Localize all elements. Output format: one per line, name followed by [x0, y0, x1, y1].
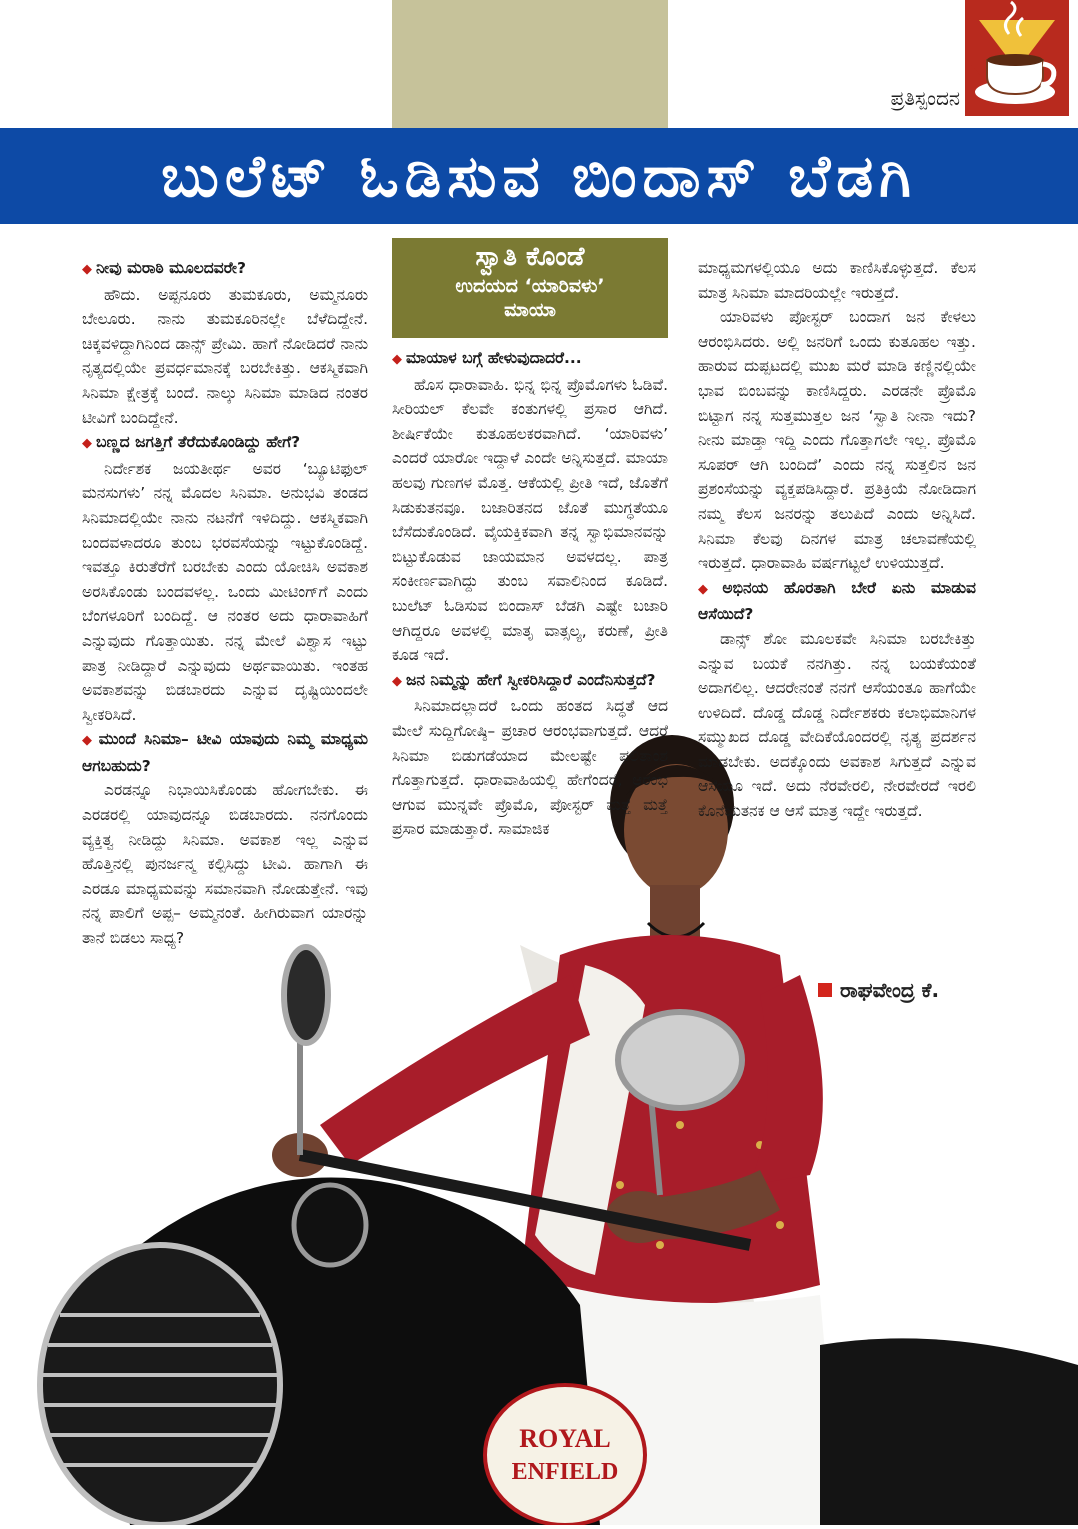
coffee-cup-logo — [965, 0, 1069, 116]
diamond-bullet-icon: ◆ — [82, 262, 92, 277]
question-4: ◆ ಮಾಯಾಳ ಬಗ್ಗೆ ಹೇಳುವುದಾದರೆ... — [392, 349, 582, 367]
author-name: ರಾಘವೇಂದ್ರ ಕೆ. — [840, 978, 940, 1002]
profile-character: ಮಾಯಾ — [504, 299, 556, 321]
profile-show: ಉದಯದ ‘ಯಾರಿವಳು’ — [455, 275, 605, 297]
question-6: ◆ ಅಭಿನಯ ಹೊರತಾಗಿ ಬೇರೆ ಏನು ಮಾಡುವ ಆಸೆಯಿದೆ? — [698, 578, 976, 624]
answer-5-continued: ಮಾಧ್ಯಮಗಳಲ್ಲಿಯೂ ಅದು ಕಾಣಿಸಿಕೊಳ್ಳುತ್ತದೆ. ಕೆಲಸ ಮಾತ್ರ ಸಿನಿಮಾ ಮಾದರಿಯಲ್ಲೇ ಇರುತ್ತದೆ. — [698, 259, 976, 302]
red-square-icon — [818, 983, 832, 997]
diamond-bullet-icon: ◆ — [698, 581, 719, 597]
coffee-cup-icon — [965, 0, 1069, 116]
diamond-bullet-icon: ◆ — [82, 733, 95, 749]
article-column-2 — [392, 346, 668, 842]
question-3: ◆ ಮುಂದೆ ಸಿನಿಮಾ– ಟೀವಿ ಯಾವುದು ನಿಮ್ಮ ಮಾಧ್ಯಮ ಆಗಬಹುದು? — [82, 730, 369, 775]
author-byline — [818, 978, 939, 1002]
page-title: ಬುಲೆಟ್ ಓಡಿಸುವ ಬಿಂದಾಸ್ ಬೆಡಗಿ — [161, 142, 917, 210]
diamond-bullet-icon: ◆ — [392, 673, 402, 689]
profile-name: ಸ್ವಾತಿ ಕೊಂಡೆ — [475, 242, 585, 272]
question-2: ◆ ಬಣ್ಣದ ಜಗತ್ತಿಗೆ ತೆರೆದುಕೊಂಡಿದ್ದು ಹೇಗೆ? — [82, 433, 301, 452]
answer-3: ಎರಡನ್ನೂ ನಿಭಾಯಿಸಿಕೊಂಡು ಹೋಗಬೇಕು. ಈ ಎರಡರಲ್ಲಿ ಯಾವುದನ್ನೂ ಬಿಡಬಾರದು. ನನಗೊಂದು ವ್ಯಕ್ತಿತ್ವ ನೀಡಿದ್ದು ಸಿನಿಮಾ. ಅವಕಾಶ ಇಲ್ಲ ಎನ್ನುವ ಹೊತ್ತಿನಲ್ಲಿ ಪುನರ್ಜನ್ಮ ಕಲ್ಪಿಸಿದ್ದು ಟೀವಿ. ಹಾಗಾಗಿ ಈ ಎರಡೂ ಮಾಧ್ಯಮವನ್ನು ಸಮಾನವಾಗಿ ನೋಡುತ್ತೇನೆ. ಇವು ನನ್ನ ಪಾಲಿಗೆ ಅಪ್ಪ– ಅಮ್ಮನಂತೆ. ಹೀಗಿರುವಾಗ ಯಾರನ್ನು ತಾನೆ ಬಿಡಲು ಸಾಧ್ಯ? — [82, 781, 368, 948]
badge-text-enfield: ENFIELD — [511, 1459, 619, 1485]
question-5: ◆ ಜನ ನಿಮ್ಮನ್ನು ಹೇಗೆ ಸ್ವೀಕರಿಸಿದ್ದಾರೆ ಎಂದೆನಿಸುತ್ತದೆ? — [392, 670, 656, 689]
answer-2: ನಿರ್ದೇಶಕ ಜಯತೀರ್ಥ ಅವರ ‘ಬ್ಯೂಟಿಫುಲ್ ಮನಸುಗಳು’ ನನ್ನ ಮೊದಲ ಸಿನಿಮಾ. ಅನುಭವಿ ತಂಡದ ಸಿನಿಮಾದಲ್ಲಿಯೇ ನಾನು ನಟನೆಗೆ ಇಳಿದಿದ್ದು. ಆಕಸ್ಮಿಕವಾಗಿ ಬಂದವಳಾದರೂ ತುಂಬ ಭರವಸೆಯನ್ನು ಇಟ್ಟುಕೊಂಡಿದ್ದೆ. ಇವತ್ತೂ ಕಿರುತೆರೆಗೆ ಬರಬೇಕು ಎಂದು ಯೋಚಿಸಿ ಅವಕಾಶ ಅರಸಿಕೊಂಡು ಬಂದವಳಲ್ಲ. ಒಂದು ಮೀಟಿಂಗ್‌ಗೆ ಎಂದು ಬೆಂಗಳೂರಿಗೆ ಬಂದಿದ್ದೆ. ಆ ನಂತರ ಅದು ಧಾರಾವಾಹಿಗೆ ಎನ್ನುವುದು ಗೊತ್ತಾಯಿತು. ನನ್ನ ಮೇಲೆ ವಿಶ್ವಾಸ ಇಟ್ಟು ಪಾತ್ರ ನೀಡಿದ್ದಾರೆ ಎನ್ನುವುದು ಅರ್ಥವಾಯಿತು. ಇಂತಹ ಅವಕಾಶವನ್ನು ಬಿಡಬಾರದು ಎನ್ನುವ ದೃಷ್ಟಿಯಿಂದಲೇ ಸ್ವೀಕರಿಸಿದೆ. — [82, 459, 368, 724]
article-column-3 — [698, 256, 976, 824]
badge-text-royal: ROYAL — [519, 1424, 611, 1453]
profile-name-box — [392, 238, 668, 338]
diamond-bullet-icon: ◆ — [82, 436, 92, 452]
answer-4: ಹೊಸ ಧಾರಾವಾಹಿ. ಭಿನ್ನ ಭಿನ್ನ ಪ್ರೊಮೊಗಳು ಓಡಿವೆ. ಸೀರಿಯಲ್ ಕೆಲವೇ ಕಂತುಗಳಲ್ಲಿ ಪ್ರಸಾರ ಆಗಿದೆ. ಶೀರ್ಷಿಕೆಯೇ ಕುತೂಹಲಕರವಾಗಿದೆ. ‘ಯಾರಿವಳು’ ಎಂದರೆ ಯಾರೋ ಇದ್ದಾಳೆ ಎಂದೇ ಅನ್ನಿಸುತ್ತದೆ. ಮಾಯಾ ಹಲವು ಗುಣಗಳ ಮೊತ್ತ. ಆಕೆಯಲ್ಲಿ ಪ್ರೀತಿ ಇದೆ, ಜೊತೆಗೆ ಸಿಡುಕುತನವೂ. ಬಜಾರಿತನದ ಜೊತೆ ಮುಗ್ಧತೆಯೂ ಬೆಸೆದುಕೊಂಡಿದೆ. ವೈಯಕ್ತಿಕವಾಗಿ ತನ್ನ ಸ್ವಾಭಿಮಾನವನ್ನು ಬಿಟ್ಟುಕೊಡುವ ಜಾಯಮಾನ ಅವಳದಲ್ಲ. ಪಾತ್ರ ಸಂಕೀರ್ಣವಾಗಿದ್ದು ತುಂಬ ಸವಾಲಿನಿಂದ ಕೂಡಿದೆ. ಬುಲೆಟ್ ಓಡಿಸುವ ಬಿಂದಾಸ್ ಬೆಡಗಿ ಎಷ್ಟೇ ಬಜಾರಿ ಆಗಿದ್ದರೂ ಅವಳಲ್ಲಿ ಮಾತೃ ವಾತ್ಸಲ್ಯ, ಕರುಣೆ, ಪ್ರೀತಿ ಕೂಡ ಇದೆ. — [392, 375, 668, 665]
question-1: ◆ ನೀವು ಮರಾಠಿ ಮೂಲದವರೇ? — [82, 259, 247, 277]
diamond-bullet-icon: ◆ — [392, 352, 402, 367]
answer-1: ಹೌದು. ಅಪ್ಪನೂರು ತುಮಕೂರು, ಅಮ್ಮನೂರು ಬೇಲೂರು. ನಾನು ತುಮಕೂರಿನಲ್ಲೇ ಬೆಳೆದಿದ್ದೇನೆ. ಚಿಕ್ಕವಳಿದ್ದಾಗಿನಿಂದ ಡಾನ್ಸ್ ಪ್ರೇಮಿ. ಹಾಗೆ ನೋಡಿದರೆ ನಾನು ನೃತ್ಯದಲ್ಲಿಯೇ ಪ್ರವರ್ಧಮಾನಕ್ಕೆ ಬರಬೇಕಿತ್ತು. ಆಕಸ್ಮಿಕವಾಗಿ ಸಿನಿಮಾ ಕ್ಷೇತ್ರಕ್ಕೆ ಬಂದೆ. ನಾಲ್ಕು ಸಿನಿಮಾ ಮಾಡಿದ ನಂತರ ಟೀವಿಗೆ ಬಂದಿದ್ದೇನೆ. — [82, 285, 368, 427]
answer-5: ಸಿನಿಮಾದಲ್ಲಾದರೆ ಒಂದು ಹಂತದ ಸಿದ್ಧತೆ ಆದ ಮೇಲೆ ಸುದ್ದಿಗೋಷ್ಠಿ– ಪ್ರಚಾರ ಆರಂಭವಾಗುತ್ತದೆ. ಆದರೆ ಸಿನಿಮಾ ಬಿಡುಗಡೆಯಾದ ಮೇಲಷ್ಟೇ ಫಲಿತಾಂಶ ಗೊತ್ತಾಗುತ್ತದೆ. ಧಾರಾವಾಹಿಯಲ್ಲಿ ಹೇಗೆಂದರೆ, ಆರಂಭ ಆಗುವ ಮುನ್ನವೇ ಪ್ರೊಮೊ, ಪೋಸ್ಟರ್ ಮತ್ತೆ ಮತ್ತೆ ಪ್ರಸಾರ ಮಾಡುತ್ತಾರೆ. ಸಾಮಾಜಿಕ — [392, 697, 668, 839]
olive-color-strip — [392, 0, 668, 128]
section-label: ಪ್ರತಿಸ್ಪಂದನ — [890, 86, 960, 110]
answer-5-paragraph-2: ಯಾರಿವಳು ಪೋಸ್ಟರ್ ಬಂದಾಗ ಜನ ಕೇಳಲು ಆರಂಭಿಸಿದರು. ಅಲ್ಲಿ ಜನರಿಗೆ ಒಂದು ಕುತೂಹಲ ಇತ್ತು. ಹಾರುವ ದುಪ್ಪಟದಲ್ಲಿ ಮುಖ ಮರೆ ಮಾಡಿ ಕಣ್ಣಿನಲ್ಲಿಯೇ ಭಾವ ಬಿಂಬವನ್ನು ಕಾಣಿಸಿದ್ದರು. ಎರಡನೇ ಪ್ರೊಮೊ ಬಿಟ್ಟಾಗ ನನ್ನ ಸುತ್ತಮುತ್ತಲ ಜನ ‘ಸ್ವಾತಿ ನೀನಾ ಇದು? ನೀನು ಮಾಡ್ತಾ ಇದ್ದಿ ಎಂದು ಗೊತ್ತಾಗಲೇ ಇಲ್ಲ. ಪ್ರೊಮೊ ಸೂಪರ್ ಆಗಿ ಬಂದಿದೆ’ ಎಂದು ನನ್ನ ಸುತ್ತಲಿನ ಜನ ಪ್ರಶಂಸೆಯನ್ನು ವ್ಯಕ್ತಪಡಿಸಿದ್ದಾರೆ. ಪ್ರತಿಕ್ರಿಯೆ ನೋಡಿದಾಗ ನಮ್ಮ ಕೆಲಸ ಜನರನ್ನು ತಲುಪಿದೆ ಎಂದು ಅನ್ನಿಸಿದೆ. ಸಿನಿಮಾ ಕೆಲವು ದಿನಗಳ ಮಾತ್ರ ಚಲಾವಣೆಯಲ್ಲಿ ಇರುತ್ತದೆ. ಧಾರಾವಾಹಿ ವರ್ಷಗಟ್ಟಲೆ ಉಳಿಯುತ್ತದೆ. — [698, 308, 976, 573]
article-column-1 — [82, 256, 368, 951]
answer-6: ಡಾನ್ಸ್ ಶೋ ಮೂಲಕವೇ ಸಿನಿಮಾ ಬರಬೇಕಿತ್ತು ಎನ್ನುವ ಬಯಕೆ ನನಗಿತ್ತು. ನನ್ನ ಬಯಕೆಯಂತೆ ಅದಾಗಲಿಲ್ಲ. ಆದರೇನಂತೆ ನನಗೆ ಆಸೆಯಂತೂ ಹಾಗೆಯೇ ಉಳಿದಿದೆ. ದೊಡ್ಡ ದೊಡ್ಡ ನಿರ್ದೇಶಕರು ಕಲಾಭಿಮಾನಿಗಳ ಸಮ್ಮುಖದ ದೊಡ್ಡ ವೇದಿಕೆಯೊಂದರಲ್ಲಿ ನೃತ್ಯ ಪ್ರದರ್ಶನ ಮಾಡಬೇಕು. ಅದಕ್ಕೊಂದು ಅವಕಾಶ ಸಿಗುತ್ತದೆ ಎನ್ನುವ ಆಸೆಯೂ ಇದೆ. ಅದು ನೆರವೇರಲಿ, ನೇರವೇರದೆ ಇರಲಿ ಕೊನೆಯತನಕ ಆ ಆಸೆ ಮಾತ್ರ ಇದ್ದೇ ಇರುತ್ತದೆ. — [698, 629, 976, 821]
